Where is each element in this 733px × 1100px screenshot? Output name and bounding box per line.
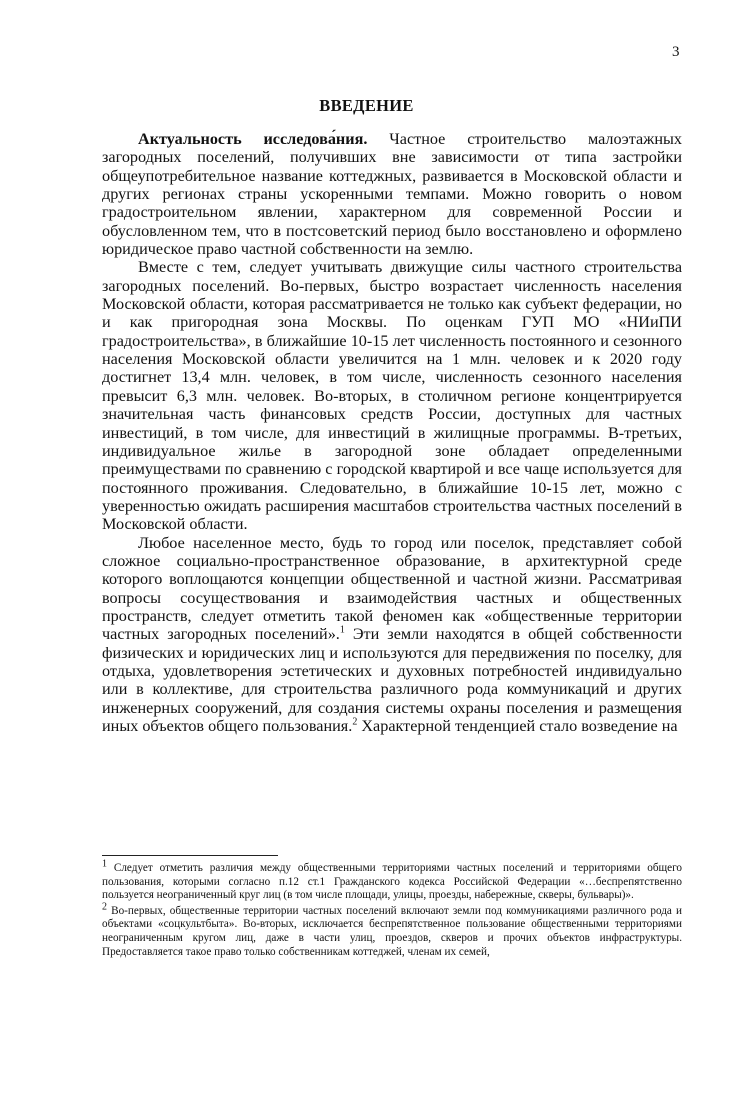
paragraph-text-part: Характерной тенденцией стало возведение на [357,717,678,735]
paragraph-text: Частное строительство малоэтажных загородных поселений, получивших вне зависимости от типа застройки общеупотребительное название коттеджных, развивается в Московской области и других регионах страны ускоренными темпами. Можно говорить о новом градостроительном явлении, характерном для современной России и обусловленном тем, что в постсоветский период было восстановлено и оформлено юридическое право частной собственности на землю. [102,130,682,259]
footnote-divider [102,855,278,856]
footnote-1 [102,858,682,903]
paragraph-relevance [102,130,682,258]
footnote-text: Следует отметить различия между общественными территориями частных поселений и территориями общего пользования, которыми согласно п.12 ст.1 Гражданского кодекса Российской Федерации «…беспрепятственно пользуется неограниченный круг лиц (в том числе площади, улицы, проезды, набережные, скверы, бульвары)». [102,862,682,902]
page-number: 3 [672,44,680,60]
paragraph-text-part: Эти земли находятся в общей собственности физических и юридических лиц и используются для передвижения по поселку, для отдыха, удовлетворения эстетических и духовных потребностей индивидуально или в коллективе, для строительства различного рода коммуникаций и других инженерных сооружений, для создания системы охраны поселения и размещения иных объектов общего пользования. [102,625,682,735]
body-text [102,130,682,735]
footnote-2 [102,901,682,959]
paragraph-public-territories [102,534,682,736]
footnote-marker: 2 [102,901,107,913]
paragraph-driving-forces [102,258,682,533]
footnote-marker: 1 [102,858,107,870]
page-title: ВВЕДЕНИЕ [319,96,414,115]
footnote-text: Во-первых, общественные территории частных поселений включают земли под коммуникациями различного рода и объектами «соцкультбыта». Во-вторых, исключается беспрепятственное пользование общественными территориями неограниченным кругом лиц, даже в части улиц, проездов, скверов и прочих объектов инфраструктуры. Предоставляется такое право только собственникам коттеджей, членам их семей, [102,904,682,958]
footnotes [102,858,682,961]
paragraph-lead: Актуальность исследова́ния. [138,130,368,148]
paragraph-text-part: Любое населенное место, будь то город или поселок, представляет собой сложное социально-пространственное образование, в архитектурной среде которого воплощаются концепции общественной и частной жизни. Рассматривая вопросы сосуществования и взаимодействия частных и общественных пространств, следует отметить такой феномен как «общественные территории частных загородных поселений». [102,533,682,644]
paragraph-text: Вместе с тем, следует учитывать движущие силы частного строительства загородных поселений. Во-первых, быстро возрастает численность населения Московской области, которая рассматривается не только как субъект федерации, но и как пригородная зона Москвы. По оценкам ГУП МО «НИиПИ градостроительства», в ближайшие 10-15 лет численность постоянного и сезонного населения Московской области увеличится на 1 млн. человек и к 2020 году достигнет 13,4 млн. человек, в том числе, численность сезонного населения превысит 6,3 млн. человек. Во-вторых, в столичном регионе концентрируется значительная часть финансовых средств России, доступных для частных инвестиций, в том числе, для инвестиций в жилищные программы. В-третьих, индивидуальное жилье в загородной зоне обладает определенными преимуществами по сравнению с городской квартирой и все чаще используется для постоянного проживания. Следовательно, в ближайшие 10-15 лет, можно с уверенностью ожидать расширения масштабов строительства частных поселений в Московской области. [102,258,682,534]
footnote-ref-2[interactable]: 2 [352,716,358,728]
footnote-ref-1[interactable]: 1 [339,624,345,636]
